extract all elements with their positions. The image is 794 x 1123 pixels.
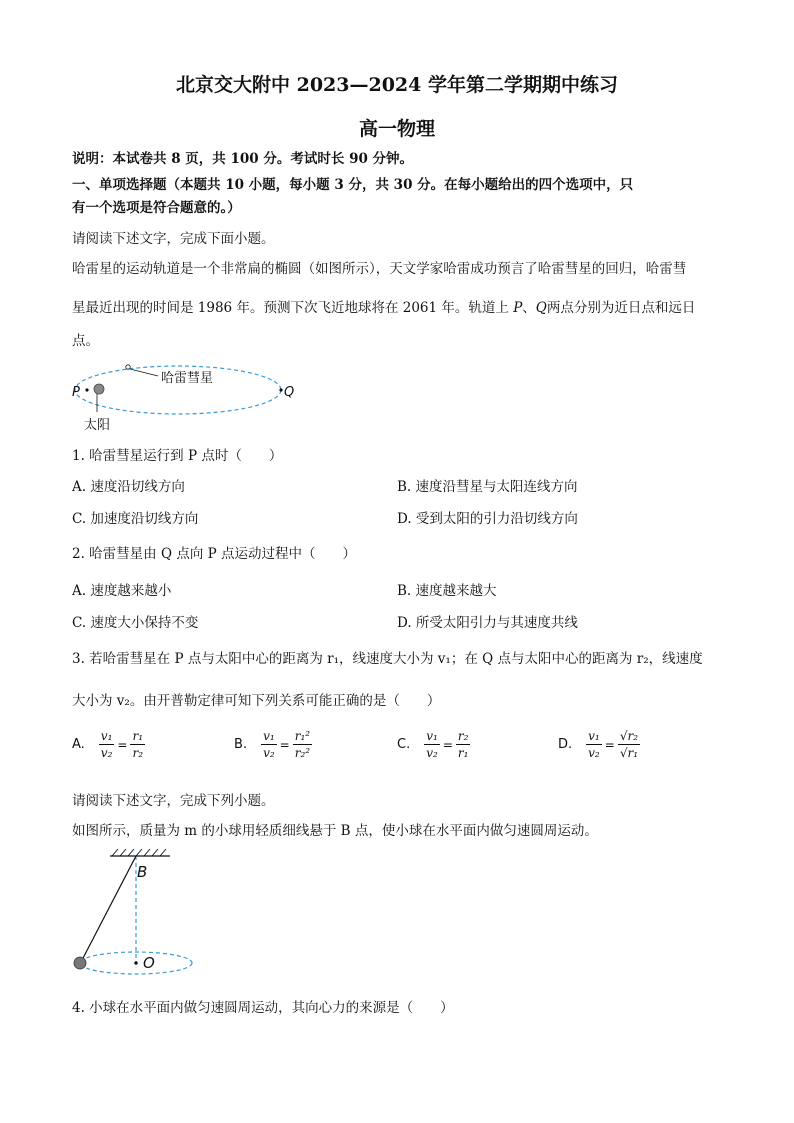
passage1-line1: 哈雷星的运动轨道是一个非常扁的椭圆（如图所示），天文学家哈雷成功预言了哈雷彗星的回归，哈雷彗 xyxy=(72,261,687,277)
q3-option-b[interactable]: B. $\frac{\text{v₁}}{\text{v₂}}$ = $\frac{\text{r₁²}}{\text{r₂²}}$ xyxy=(234,729,311,760)
p-label: P xyxy=(72,385,80,400)
comet-icon xyxy=(126,365,130,369)
q3-option-d[interactable]: D. $\frac{\text{v₁}}{\text{v₂}}$ = $\frac{\text{√r₂}}{\text{√r₁}}$ xyxy=(558,729,639,760)
exam-subtitle: 高一物理 xyxy=(358,118,435,140)
sun-label: 太阳 xyxy=(84,418,111,433)
passage1-lead: 请阅读下述文字，完成下面小题。 xyxy=(72,231,275,247)
passage1-line3: 点。 xyxy=(72,333,99,349)
sun-icon xyxy=(94,384,104,394)
string-line xyxy=(81,856,136,962)
point-q-symbol: Q xyxy=(535,300,547,316)
b-label: B xyxy=(137,863,148,881)
q4-stem: 4. 小球在水平面内做匀速圆周运动，其向心力的来源是（ ） xyxy=(72,1000,454,1016)
q1-option-b[interactable]: B. 速度沿彗星与太阳连线方向 xyxy=(397,479,578,495)
center-o-dot xyxy=(134,961,137,964)
point-p-symbol: P xyxy=(513,300,523,316)
comet-label: 哈雷彗星 xyxy=(161,371,214,386)
passage1-line2-text-b: 两点分别为近日点和远日 xyxy=(546,300,696,316)
q1-option-d[interactable]: D. 受到太阳的引力沿切线方向 xyxy=(397,511,578,527)
q1-stem: 1. 哈雷彗星运行到 P 点时（ ） xyxy=(72,448,283,464)
exam-title: 北京交大附中 2023—2024 学年第二学期期中练习 xyxy=(176,74,618,96)
q2-option-a[interactable]: A. 速度越来越小 xyxy=(72,583,172,599)
section-heading-line2: 有一个选项是符合题意的。） xyxy=(72,200,241,216)
passage2-text: 如图所示，质量为 m 的小球用轻质细线悬于 B 点，使小球在水平面内做匀速圆周运动。 xyxy=(72,823,598,839)
section-heading-line1: 一、单项选择题（本题共 10 小题，每小题 3 分，共 30 分。在每小题给出的四个选项中，只 xyxy=(72,177,634,193)
pendulum-figure xyxy=(66,846,206,980)
q2-option-c[interactable]: C. 速度大小保持不变 xyxy=(72,615,199,631)
q1-option-c[interactable]: C. 加速度沿切线方向 xyxy=(72,511,199,527)
q2-option-d[interactable]: D. 所受太阳引力与其速度共线 xyxy=(397,615,578,631)
ball-icon xyxy=(74,957,86,969)
q1-option-a[interactable]: A. 速度沿切线方向 xyxy=(72,479,185,495)
q-label: Q xyxy=(284,385,295,400)
passage1-line2-text-a: 星最近出现的时间是 1986 年。预测下次飞近地球将在 2061 年。轨道上 xyxy=(72,300,509,316)
q3-option-c[interactable]: C. $\frac{\text{v₁}}{\text{v₂}}$ = $\frac{\text{r₂}}{\text{r₁}}$ xyxy=(397,729,469,760)
q3-option-a[interactable]: A. $\frac{\text{v₁}}{\text{v₂}}$ = $\frac{\text{r₁}}{\text{r₂}}$ xyxy=(72,729,143,760)
q2-stem: 2. 哈雷彗星由 Q 点向 P 点运动过程中（ ） xyxy=(72,546,356,562)
q2-option-b[interactable]: B. 速度越来越大 xyxy=(397,583,497,599)
exam-note: 说明：本试卷共 8 页，共 100 分。考试时长 90 分钟。 xyxy=(72,151,414,167)
point-q-dot xyxy=(279,388,282,391)
point-p-dot xyxy=(85,388,88,391)
q3-line1: 3. 若哈雷彗星在 P 点与太阳中心的距离为 r₁，线速度大小为 v₁；在 Q 点与太阳中心的距离为 r₂，线速度 xyxy=(72,651,703,667)
orbit-figure xyxy=(66,354,306,440)
q3-line2: 大小为 v₂。由开普勒定律可知下列关系可能正确的是（ ） xyxy=(72,693,441,709)
ceiling-hatch xyxy=(112,849,166,856)
passage2-lead: 请阅读下述文字，完成下列小题。 xyxy=(72,793,275,809)
comet-pointer-line xyxy=(130,369,158,376)
passage1-line2 xyxy=(72,296,695,316)
o-label: O xyxy=(143,954,155,972)
separator: 、 xyxy=(522,300,536,316)
